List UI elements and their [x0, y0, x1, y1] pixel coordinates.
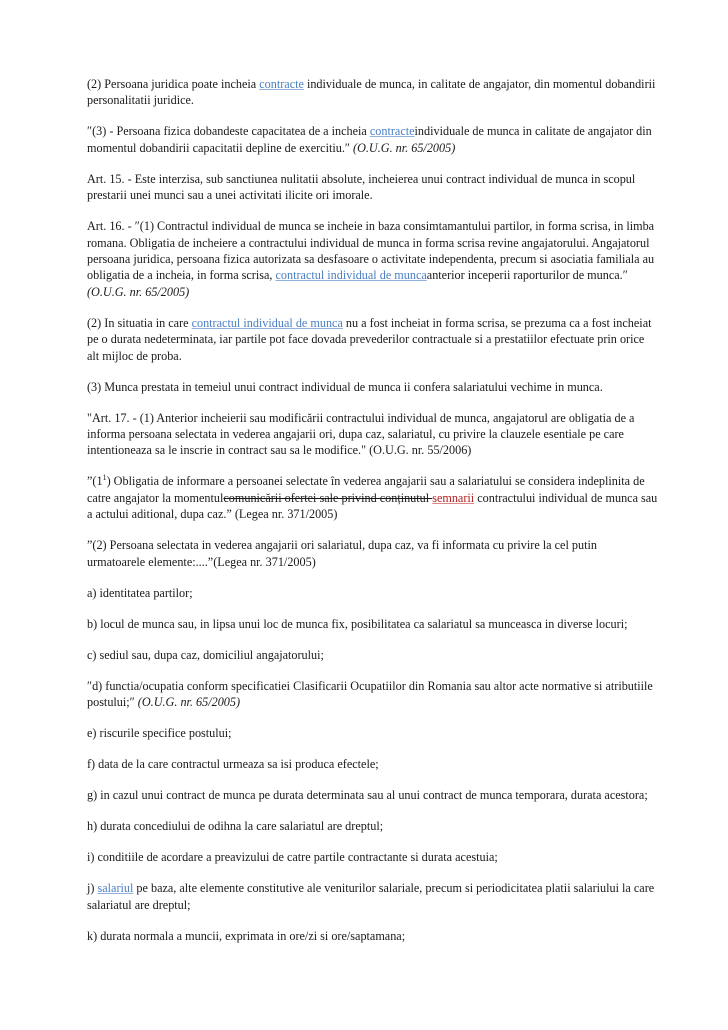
legal-reference: (O.U.G. nr. 65/2005): [87, 284, 190, 299]
text-segment: ”(1: [87, 474, 103, 489]
text-segment: (2) In situatia in care: [87, 315, 192, 330]
text-segment: a) identitatea partilor;: [87, 585, 193, 600]
paragraph-art16-2: [87, 315, 658, 364]
text-segment: b) locul de munca sau, in lipsa unui loc de munca fix, posibilitatea ca salariatul sa munceasca in diverse locuri;: [87, 616, 628, 631]
text-segment: ″(3) - Persoana fizica dobandeste capacitatea de a incheia: [87, 124, 370, 139]
list-item-c: [87, 647, 658, 663]
list-item-i: [87, 849, 658, 865]
text-segment: (2) Persoana juridica poate incheia: [87, 77, 260, 91]
text-segment: Art. 15. - Este interzisa, sub sanctiunea nulitatii absolute, incheierea unui contract individual de munca in scopul prestarii unei munci sau a unei activitati ilicite ori imorale.: [87, 171, 636, 203]
text-segment: j): [87, 881, 98, 896]
text-segment: contractului individual de munca sau a actului aditional, dupa caz.” (Legea nr. 371/2005): [87, 490, 658, 522]
list-item-g: [87, 787, 658, 803]
text-segment: i) conditiile de acordare a preavizului de catre partile contractante si durata acestuia;: [87, 850, 498, 865]
text-segment: individuale de munca, in calitate de angajator, din momentul dobandirii personalitatii juridice.: [87, 77, 656, 108]
superscript-index: 1: [102, 473, 107, 483]
text-segment: Art. 16. - ″(1) Contractul individual de munca se incheie in baza consimtamantului partilor, in forma scrisa, in limba romana. Obligatia de incheiere a contractului individual de munca in forma scrisa revine angajatorului. Angajatorul persoana juridica, persoana fizica autorizata sa desfasoare o activitate independenta, precum si asociatia familiala au obligatia de a incheia, in forma scrisa,: [87, 219, 655, 283]
link-contracte[interactable]: contracte: [259, 77, 304, 91]
text-segment: k) durata normala a muncii, exprimata in ore/zi si ore/saptamana;: [87, 928, 406, 943]
paragraph-art16-1: [87, 218, 658, 300]
link-contractul-individual-de-munca[interactable]: contractul individual de munca: [275, 268, 427, 283]
list-item-h: [87, 818, 658, 834]
text-segment: h) durata concediului de odihna la care salariatul are dreptul;: [87, 819, 384, 834]
paragraph-art17-2: [87, 537, 658, 570]
link-salariul[interactable]: salariul: [97, 881, 134, 896]
legal-reference: (O.U.G. nr. 65/2005): [353, 140, 456, 155]
text-segment: individuale de munca in calitate de angajator din momentul dobandirii capacitatii depline de exercitiu.″: [87, 124, 652, 155]
list-item-e: [87, 725, 658, 741]
text-segment: nu a fost incheiat in forma scrisa, se prezuma ca a fost incheiat pe o durata nedeterminata, iar partile pot face dovada prevederilor contractuale si a prestatiilor efectuate prin orice alt mijloc de proba.: [87, 315, 652, 363]
paragraph-art16-3: [87, 379, 658, 395]
paragraph-art14-2: [87, 76, 658, 109]
text-segment: ”(2) Persoana selectata in vederea angajarii ori salariatul, dupa caz, va fi informata cu privire la cel putin urmatoarele elemente:....”(Legea nr. 371/2005): [87, 538, 597, 569]
list-item-d: [87, 678, 658, 711]
text-segment: pe baza, alte elemente constitutive ale veniturilor salariale, precum si periodicitatea platii salariului la care salariatul are dreptul;: [87, 881, 655, 912]
list-item-b: [87, 616, 658, 632]
text-segment: e) riscurile specifice postului;: [87, 726, 232, 741]
paragraph-art17-1-1: [87, 473, 658, 522]
inserted-text: semnarii: [432, 490, 475, 505]
list-item-k: [87, 928, 658, 944]
text-segment: (3) Munca prestata in temeiul unui contract individual de munca ii confera salariatului vechime in munca.: [87, 379, 603, 394]
link-contractul-individual-de-munca[interactable]: contractul individual de munca: [191, 315, 343, 330]
paragraph-art17-1: [87, 410, 658, 459]
paragraph-art14-3: [87, 123, 658, 156]
list-item-j: [87, 880, 658, 913]
legal-reference: (O.U.G. nr. 65/2005): [137, 695, 241, 710]
deleted-text: comunicării ofertei sale privind conținutul: [223, 490, 433, 505]
text-segment: anterior inceperii raporturilor de munca.″: [426, 268, 628, 283]
text-segment: f) data de la care contractul urmeaza sa isi produca efectele;: [87, 757, 379, 772]
text-segment: "Art. 17. - (1) Anterior incheierii sau modificării contractului individual de munca, angajatorul are obligatia de a informa persoana selectata in vederea angajarii ori, dupa caz, salariatul, cu privire la clauzele esentiale pe care intentioneaza sa le inscrie in contract sau sa le modifice." (O.U.G. nr. 55/2006): [87, 410, 635, 458]
text-segment: g) in cazul unui contract de munca pe durata determinata sau al unui contract de munca temporara, durata acestora;: [87, 788, 648, 803]
list-item-f: [87, 756, 658, 772]
paragraph-art15: [87, 171, 658, 204]
text-segment: ) Obligatia de informare a persoanei selectate în vederea angajarii sau a salariatului se considera indeplinita de catre angajator la momentul: [87, 474, 645, 505]
link-contracte[interactable]: contracte: [369, 124, 415, 139]
text-segment: ″d) functia/ocupatia conform specificatiei Clasificarii Ocupatiilor din Romania sau altor acte normative si atributiile postului;″: [87, 678, 653, 710]
text-segment: c) sediul sau, dupa caz, domiciliul angajatorului;: [87, 647, 324, 662]
list-item-a: [87, 585, 658, 601]
